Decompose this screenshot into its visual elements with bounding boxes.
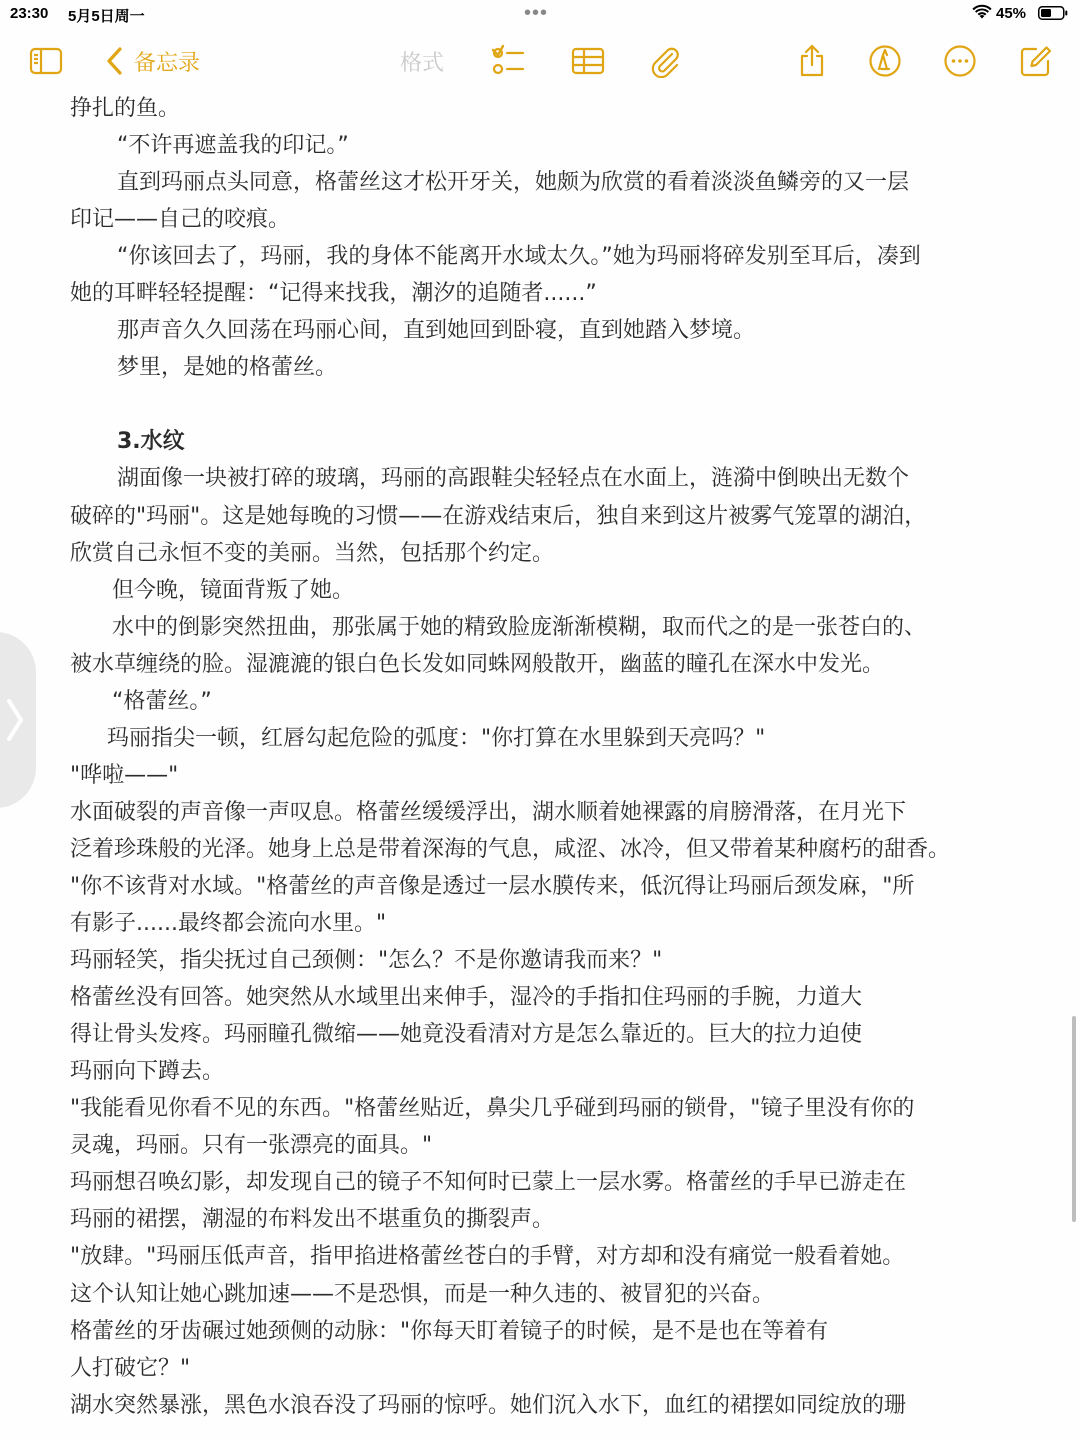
note-line: 湖面像一块被打碎的玻璃，玛丽的高跟鞋尖轻轻点在水面上，涟漪中倒映出无数个	[117, 466, 910, 492]
format-button[interactable]: 格式	[400, 51, 445, 76]
wifi-icon	[972, 4, 992, 20]
sidebar-toggle-button[interactable]	[26, 42, 66, 80]
note-line: “不许再遮盖我的印记。”	[117, 133, 349, 159]
notes-toolbar	[0, 36, 1080, 86]
note-line: 玛丽想召唤幻影，却发现自己的镜子不知何时已蒙上一层水雾。格蕾丝的手早已游走在	[70, 1170, 907, 1196]
note-line: 印记——自己的咬痕。	[70, 207, 291, 233]
note-line: 那声音久久回荡在玛丽心间，直到她回到卧寝，直到她踏入梦境。	[117, 318, 756, 344]
note-line: 得让骨头发疼。玛丽瞳孔微缩——她竟没看清对方是怎么靠近的。巨大的拉力迫使	[70, 1022, 863, 1048]
note-line: 泛着珍珠般的光泽。她身上总是带着深海的气息，咸涩、冰冷，但又带着某种腐朽的甜香。	[70, 836, 951, 862]
note-line: 水面破裂的声音像一声叹息。格蕾丝缓缓浮出，湖水顺着她裸露的肩膀滑落，在月光下	[70, 799, 907, 825]
markup-button[interactable]	[865, 42, 905, 80]
note-line: 玛丽的裙摆，潮湿的布料发出不堪重负的撕裂声。	[70, 1207, 555, 1233]
note-line: “你该回去了，玛丽，我的身体不能离开水域太久。”她为玛丽将碎发别至耳后，凑到	[117, 244, 921, 270]
note-line: "你不该背对水域。"格蕾丝的声音像是透过一层水膜传来，低沉得让玛丽后颈发麻，"所	[70, 873, 915, 899]
more-button[interactable]	[940, 42, 980, 80]
compose-button[interactable]	[1016, 42, 1056, 80]
table-icon	[571, 44, 605, 78]
note-line: 直到玛丽点头同意，格蕾丝这才松开牙关，她颇为欣赏的看着淡淡鱼鳞旁的又一层	[117, 170, 910, 196]
note-line: 破碎的"玛丽"。这是她每晚的习惯——在游戏结束后，独自来到这片被雾气笼罩的湖泊，	[70, 503, 927, 529]
note-line: 玛丽指尖一顿，红唇勾起危险的弧度："你打算在水里躲到天亮吗？"	[107, 725, 766, 751]
multitasking-dots-icon[interactable]: •••	[524, 2, 549, 24]
battery-percent: 45%	[996, 5, 1027, 22]
side-drawer-handle[interactable]	[0, 632, 36, 808]
note-line: 格蕾丝没有回答。她突然从水域里出来伸手，湿冷的手指扣住玛丽的手腕，力道大	[70, 985, 863, 1011]
note-line: 但今晚，镜面背叛了她。	[112, 577, 355, 603]
note-line: 她的耳畔轻轻提醒：“记得来找我，潮汐的追随者......”	[70, 281, 597, 307]
note-line: "放肆。"玛丽压低声音，指甲掐进格蕾丝苍白的手臂，对方却和没有痛觉一般看着她。	[70, 1244, 905, 1270]
note-line: "我能看见你看不见的东西。"格蕾丝贴近，鼻尖几乎碰到玛丽的锁骨，"镜子里没有你的	[70, 1096, 915, 1122]
note-line: 湖水突然暴涨，黑色水浪吞没了玛丽的惊呼。她们沉入水下，血红的裙摆如同绽放的珊	[70, 1392, 907, 1418]
note-line: 玛丽轻笑，指尖抚过自己颈侧："怎么？不是你邀请我而来？"	[70, 948, 663, 974]
note-line	[70, 386, 1020, 423]
back-button[interactable]	[104, 44, 200, 78]
compose-icon	[1019, 44, 1053, 78]
note-line: 被水草缠绕的脸。湿漉漉的银白色长发如同蛛网般散开，幽蓝的瞳孔在深水中发光。	[70, 651, 885, 677]
note-line: 水中的倒影突然扭曲，那张属于她的精致脸庞渐渐模糊，取而代之的是一张苍白的、	[112, 614, 927, 640]
checklist-button[interactable]	[488, 42, 528, 80]
note-line: 有影子......最终都会流向水里。"	[70, 911, 387, 937]
scrollbar[interactable]	[1072, 1016, 1076, 1222]
note-line: 梦里，是她的格蕾丝。	[117, 355, 338, 381]
share-button[interactable]	[792, 42, 832, 80]
status-date: 5月5日周一	[68, 8, 145, 25]
chevron-right-icon	[5, 697, 25, 743]
share-icon	[795, 44, 829, 78]
note-line: 灵魂，玛丽。只有一张漂亮的面具。"	[70, 1133, 433, 1159]
section-heading: 3.水纹	[117, 429, 185, 455]
checklist-icon	[491, 44, 525, 78]
note-line: 玛丽向下蹲去。	[70, 1059, 225, 1085]
note-line: 人打破它？"	[70, 1355, 191, 1381]
attachment-button[interactable]	[645, 42, 685, 80]
chevron-left-icon	[104, 46, 126, 76]
status-bar	[0, 0, 1080, 28]
note-line: "哗啦——"	[70, 762, 179, 788]
note-line: “格蕾丝。”	[112, 688, 212, 714]
note-line: 挣扎的鱼。	[70, 96, 181, 121]
note-line: 欣赏自己永恒不变的美丽。当然，包括那个约定。	[70, 540, 555, 566]
battery-icon	[1038, 6, 1068, 20]
more-icon	[943, 44, 977, 78]
sidebar-icon	[29, 44, 63, 78]
back-label: 备忘录	[134, 50, 201, 76]
note-line: 这个认知让她心跳加速——不是恐惧，而是一种久违的、被冒犯的兴奋。	[70, 1281, 775, 1307]
note-body[interactable]	[70, 90, 1020, 1424]
status-time: 23:30	[10, 5, 49, 22]
table-button[interactable]	[568, 42, 608, 80]
paperclip-icon	[648, 44, 682, 78]
note-line: 格蕾丝的牙齿碾过她颈侧的动脉："你每天盯着镜子的时候，是不是也在等着有	[70, 1318, 829, 1344]
markup-icon	[868, 44, 902, 78]
